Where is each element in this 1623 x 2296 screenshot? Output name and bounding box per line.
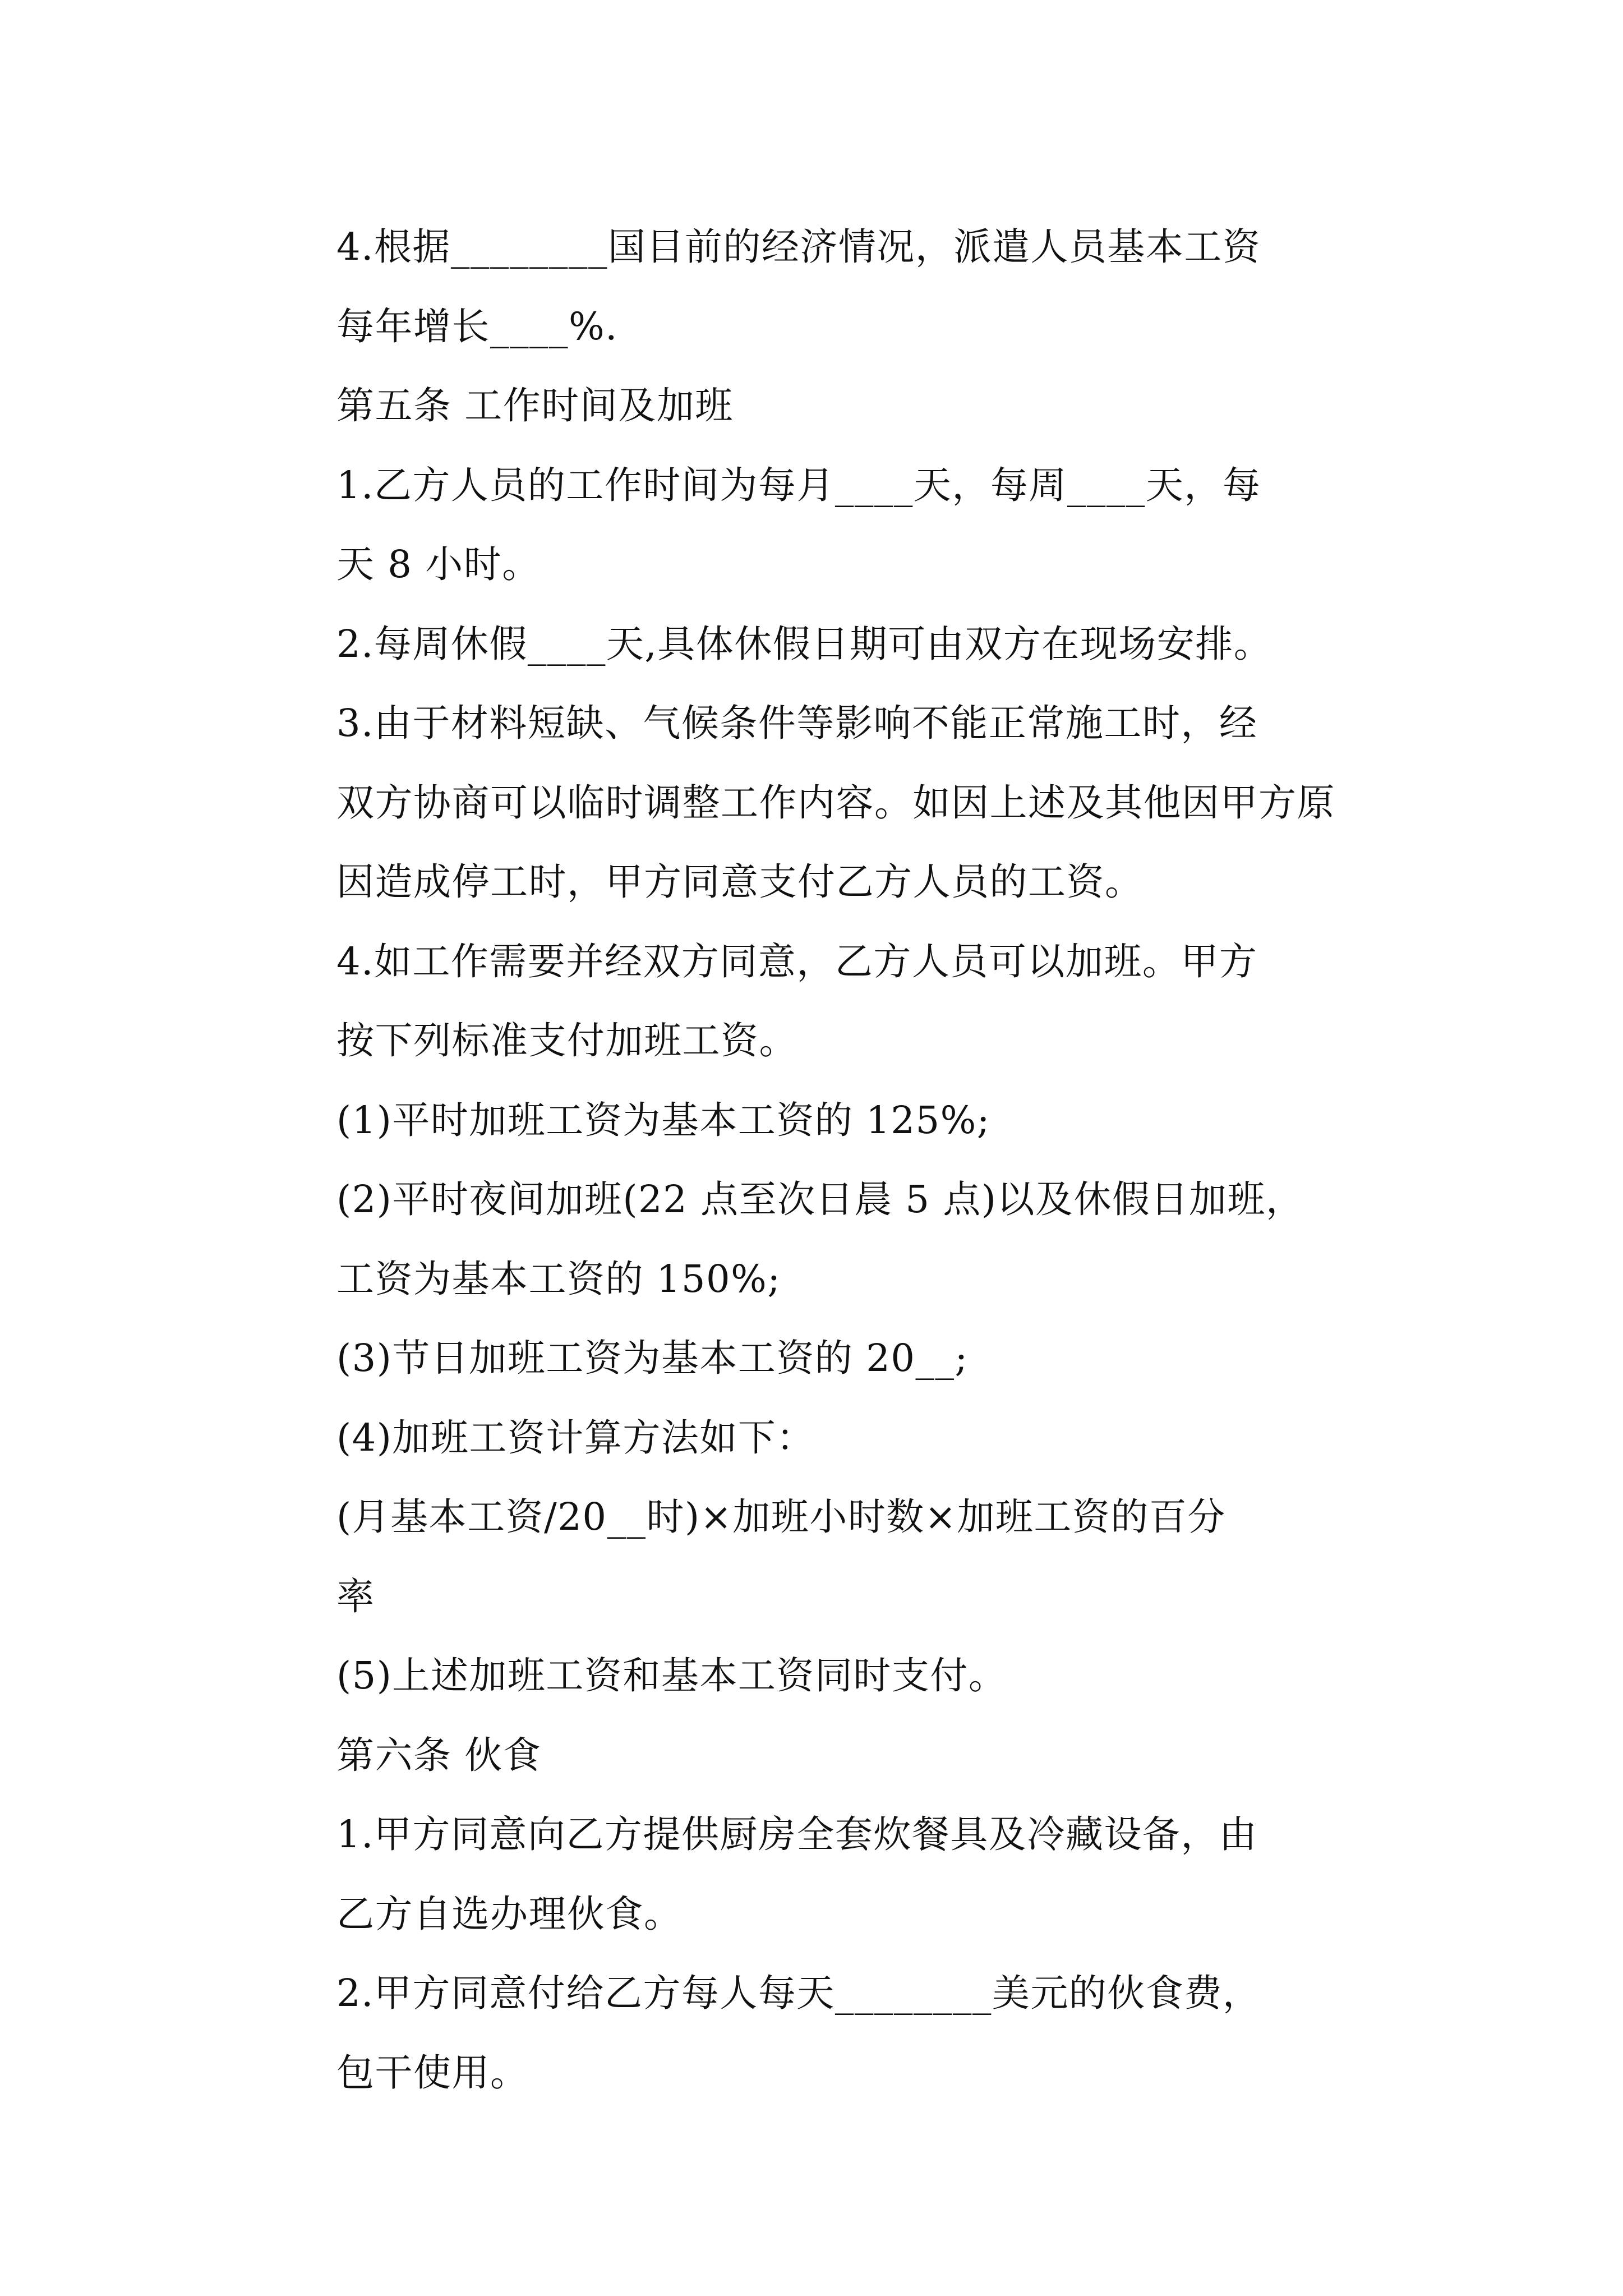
text-line: 第六条 伙食 [336,1733,542,1777]
item-overtime-payment [248,1636,1387,1716]
text-line: 率 [336,1574,375,1618]
text-line: (3)节日加班工资为基本工资的 20__; [336,1336,969,1380]
text-line: 天 8 小时。 [336,542,541,586]
text-line: 工资为基本工资的 150%; [336,1257,781,1301]
paragraph-wage-growth [248,208,1387,366]
paragraph-weekly-leave [248,605,1387,684]
text-line: 2.甲方同意付给乙方每人每天________美元的伙食费， [336,1971,1261,2015]
paragraph-meal-allowance [248,1954,1387,2113]
item-overtime-night [248,1160,1387,1319]
text-line: 包干使用。 [336,2050,529,2095]
document-body [248,208,1387,2113]
text-line: 双方协商可以临时调整工作内容。如因上述及其他因甲方原 [336,780,1335,825]
text-line: 第五条 工作时间及加班 [336,384,734,427]
text-line: (4)加班工资计算方法如下： [336,1415,815,1460]
text-line: 2.每周休假____天,具体休假日期可由双方在现场安排。 [336,622,1272,666]
text-line: (月基本工资/20__时)×加班小时数×加班工资的百分 [336,1495,1226,1539]
text-line: 乙方自选办理伙食。 [336,1892,683,1936]
text-line: (1)平时加班工资为基本工资的 125%; [336,1098,990,1142]
text-line: 4.如工作需要并经双方同意，乙方人员可以加班。甲方 [336,939,1258,983]
item-overtime-holiday [248,1319,1387,1398]
paragraph-kitchen [248,1795,1387,1954]
overtime-formula [248,1478,1387,1636]
paragraph-working-hours [248,446,1387,605]
paragraph-overtime [248,922,1387,1081]
text-line: 3.由于材料短缺、气候条件等影响不能正常施工时，经 [336,701,1258,745]
text-line: 1.乙方人员的工作时间为每月____天，每周____天，每 [336,463,1261,507]
text-line: 按下列标准支付加班工资。 [336,1019,797,1062]
heading-article-5 [248,366,1387,446]
heading-article-6 [248,1716,1387,1796]
text-line: (2)平时夜间加班(22 点至次日晨 5 点)以及休假日加班， [336,1177,1304,1221]
paragraph-work-stoppage [248,684,1387,922]
item-overtime-calculation [248,1398,1387,1478]
text-line: (5)上述加班工资和基本工资同时支付。 [336,1654,1007,1697]
text-line: 每年增长____%. [336,304,618,348]
text-line: 4.根据________国目前的经济情况，派遣人员基本工资 [336,225,1261,269]
item-overtime-regular [248,1081,1387,1161]
text-line: 1.甲方同意向乙方提供厨房全套炊餐具及冷藏设备，由 [336,1812,1258,1856]
text-line: 因造成停工时，甲方同意支付乙方人员的工资。 [336,860,1144,904]
